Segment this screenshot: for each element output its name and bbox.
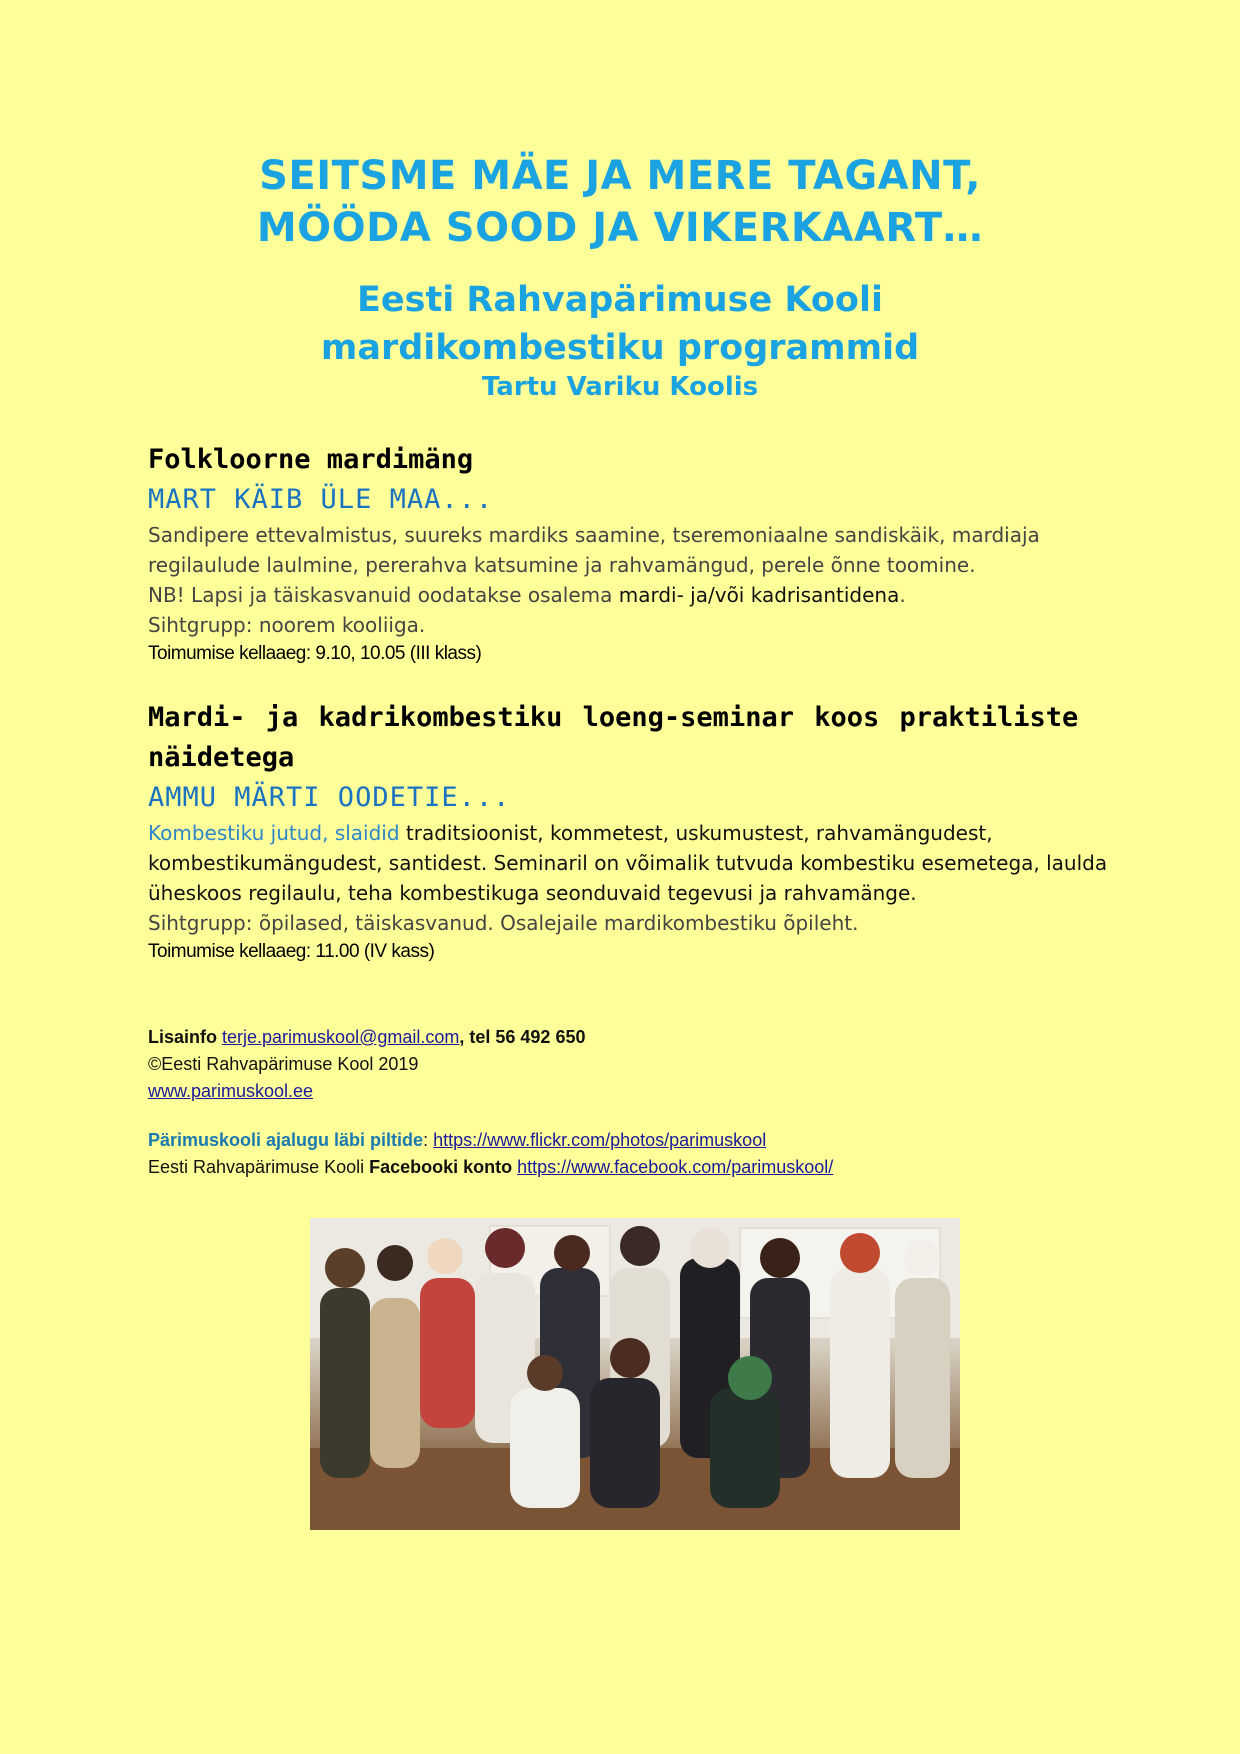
flickr-line: Pärimuskooli ajalugu läbi piltide: https://www.flickr.com/photos/parimuskool xyxy=(148,1130,767,1150)
subtitle-location: Tartu Variku Koolis xyxy=(481,372,759,402)
section-description: Kombestiku jutud, slaidid traditsioonist, kommetest, uskumustest, rahvamängudest, kombestikumängudest, santidest. Seminaril on võimalik tutvuda kombestiku esemetega, laulda üheskoos regilaulu, teha kombestikuga seonduvaid tegevusi ja rahvamänge. xyxy=(148,821,1108,905)
section-note: NB! Lapsi ja täiskasvanuid oodatakse osalema mardi- ja/või kadrisantidena. xyxy=(148,583,906,607)
facebook-line: Eesti Rahvapärimuse Kooli Facebooki konto https://www.facebook.com/parimuskool/ xyxy=(148,1157,834,1177)
email-link[interactable]: terje.parimuskool@gmail.com xyxy=(222,1027,460,1047)
group-photo xyxy=(310,1218,960,1530)
section-seminar xyxy=(148,698,1108,966)
flickr-link[interactable]: https://www.flickr.com/photos/parimuskool xyxy=(433,1130,767,1150)
section-subheading: AMMU MÄRTI OODETIE... xyxy=(148,782,511,813)
group-photo-illustration xyxy=(310,1218,960,1530)
website-link[interactable]: www.parimuskool.ee xyxy=(148,1081,314,1101)
section-heading: Folkloorne mardimäng xyxy=(148,444,474,475)
section-time: Toimumise kellaaeg: 11.00 (IV kass) xyxy=(148,941,435,962)
section-heading: Mardi- ja kadrikombestiku loeng-seminar koos praktiliste näidetega xyxy=(148,702,1079,773)
section-mardimang xyxy=(148,440,1108,668)
main-title: SEITSME MÄE JA MERE TAGANT, MÖÖDA SOOD JA VIKERKAART… xyxy=(256,153,984,251)
contact-info xyxy=(148,1024,1108,1181)
subtitle: Eesti Rahvapärimuse Kooli mardikombestiku programmid xyxy=(320,280,920,368)
section-target-group: Sihtgrupp: õpilased, täiskasvanud. Osalejaile mardikombestiku õpileht. xyxy=(148,911,859,935)
contact-line: Lisainfo terje.parimuskool@gmail.com, tel 56 492 650 xyxy=(148,1027,586,1047)
facebook-link[interactable]: https://www.facebook.com/parimuskool/ xyxy=(517,1157,834,1177)
copyright: ©Eesti Rahvapärimuse Kool 2019 xyxy=(148,1054,419,1074)
section-subheading: MART KÄIB ÜLE MAA... xyxy=(148,484,494,515)
section-target-group: Sihtgrupp: noorem kooliiga. xyxy=(148,613,426,637)
section-description: Sandipere ettevalmistus, suureks mardiks saamine, tseremoniaalne sandiskäik, mardiaja regilaulude laulmine, pererahva katsumine ja rahvamängud, perele õnne toomine. xyxy=(148,523,1040,577)
section-time: Toimumise kellaaeg: 9.10, 10.05 (III klass) xyxy=(148,643,482,664)
